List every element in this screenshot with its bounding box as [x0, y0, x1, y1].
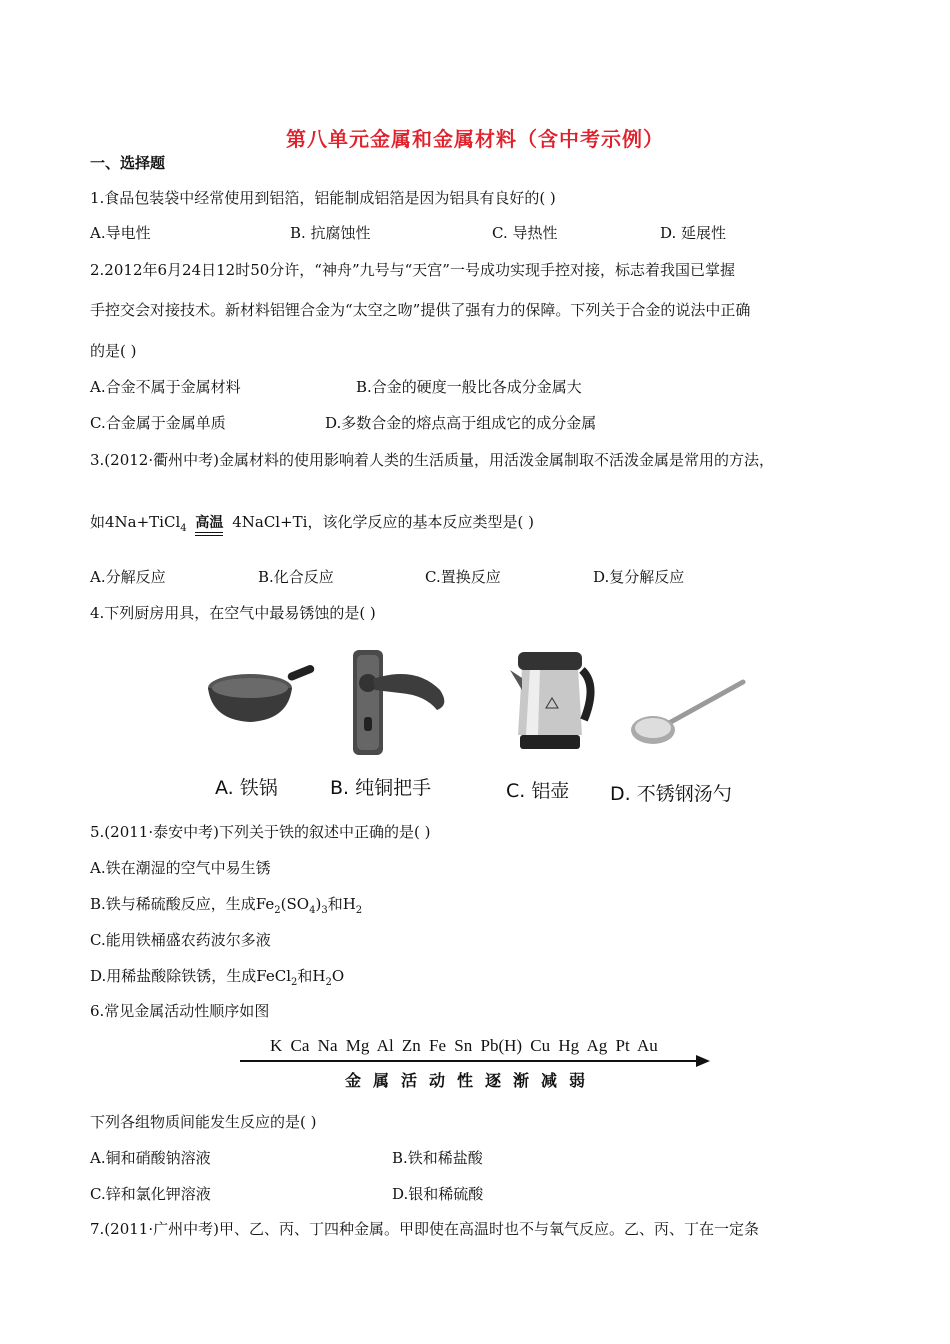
question-4-stem: 4.下列厨房用具，在空气中最易锈蚀的是( ) [90, 604, 376, 622]
subscript: 2 [291, 977, 298, 988]
image-label-b: B. 纯铜把手 [330, 777, 432, 799]
q3-option-a: A.分解反应 [90, 568, 166, 586]
subscript: 4 [309, 905, 316, 916]
reaction-condition [195, 515, 223, 536]
equation-subscript: 4 [180, 523, 187, 534]
subscript: 2 [274, 905, 281, 916]
q2-option-c: C.合金属于金属单质 [90, 414, 226, 432]
q2-option-b: B.合金的硬度一般比各成分金属大 [356, 378, 582, 396]
equation-reactants: 如4Na+TiCl [90, 513, 181, 531]
q5-option-c: C.能用铁桶盛农药波尔多液 [90, 931, 271, 949]
question-1-stem: 1.食品包装袋中经常使用到铝箔，铝能制成铝箔是因为铝具有良好的( ) [90, 189, 556, 207]
ladle-image [625, 660, 750, 755]
q1-option-c: C. 导热性 [492, 224, 558, 242]
kettle-image [500, 640, 600, 760]
q3-option-b: B.化合反应 [258, 568, 334, 586]
question-5-stem: 5.(2011·泰安中考)下列关于铁的叙述中正确的是( ) [90, 823, 431, 841]
question-6-stem: 6.常见金属活动性顺序如图 [90, 1002, 270, 1020]
section-heading: 一、选择题 [90, 154, 166, 172]
q6-option-b: B.铁和稀盐酸 [392, 1149, 483, 1167]
subscript: 2 [325, 977, 332, 988]
q5-d-text: O [331, 967, 345, 985]
q1-option-b: B. 抗腐蚀性 [290, 224, 371, 242]
equation-products: 4NaCl+Ti，该化学反应的基本反应类型是( ) [232, 513, 534, 531]
question-2-line-2: 手控交会对接技术。新材料铝锂合金为“太空之吻”提供了强有力的保障。下列关于合金的说法中正确 [90, 301, 751, 319]
q6-option-d: D.银和稀硫酸 [392, 1185, 484, 1203]
question-3-equation-line [90, 512, 534, 539]
q2-option-d: D.多数合金的熔点高于组成它的成分金属 [325, 414, 597, 432]
activity-series-label: 金属活动性逐渐减弱 [345, 1071, 598, 1090]
q5-b-text: ) [315, 895, 322, 913]
q5-option-a: A.铁在潮湿的空气中易生锈 [90, 859, 271, 877]
question-2-line-1: 2.2012年6月24日12时50分许，“神舟”九号与“天宫”一号成功实现手控对接，标志着我国已掌握 [90, 261, 735, 279]
q5-d-text: 和H [297, 967, 326, 985]
image-label-d: D. 不锈钢汤勺 [610, 783, 732, 805]
wok-image [200, 660, 320, 730]
page-title: 第八单元金属和金属材料（含中考示例） [286, 127, 664, 151]
arrow-head-icon [696, 1055, 710, 1067]
q5-b-text: 和H [327, 895, 356, 913]
q5-d-text: D.用稀盐酸除铁锈，生成FeCl [90, 967, 291, 985]
image-label-a: A. 铁锅 [215, 777, 278, 799]
question-2-line-3: 的是( ) [90, 342, 137, 360]
image-label-c: C. 铝壶 [506, 780, 570, 802]
door-handle-image [345, 645, 470, 760]
q3-option-c: C.置换反应 [425, 568, 501, 586]
q1-option-a: A.导电性 [90, 224, 151, 242]
equals-sign [195, 532, 223, 536]
q3-option-d: D.复分解反应 [593, 568, 685, 586]
q5-option-d [90, 966, 344, 993]
q5-b-text: (SO [280, 895, 310, 913]
q5-b-text: B.铁与稀硫酸反应，生成Fe [90, 895, 275, 913]
question-6-question: 下列各组物质间能发生反应的是( ) [90, 1113, 317, 1131]
question-3-line-1: 3.(2012·衢州中考)金属材料的使用影响着人类的生活质量，用活泼金属制取不活泼金属是常用的方法， [90, 451, 774, 469]
activity-arrow [240, 1060, 700, 1062]
question-7-line-1: 7.(2011·广州中考)甲、乙、丙、丁四种金属。甲即使在高温时也不与氧气反应。乙、丙、丁在一定条 [90, 1220, 759, 1238]
activity-series: K Ca Na Mg Al Zn Fe Sn Pb(H) Cu Hg Ag Pt Au [270, 1036, 658, 1055]
subscript: 2 [355, 905, 363, 916]
q1-option-d: D. 延展性 [660, 224, 727, 242]
q6-option-a: A.铜和硝酸钠溶液 [90, 1149, 211, 1167]
subscript: 3 [321, 905, 328, 916]
condition-text: 高温 [195, 515, 224, 531]
q6-option-c: C.锌和氯化钾溶液 [90, 1185, 211, 1203]
q2-option-a: A.合金不属于金属材料 [90, 378, 241, 396]
q5-option-b [90, 894, 362, 921]
